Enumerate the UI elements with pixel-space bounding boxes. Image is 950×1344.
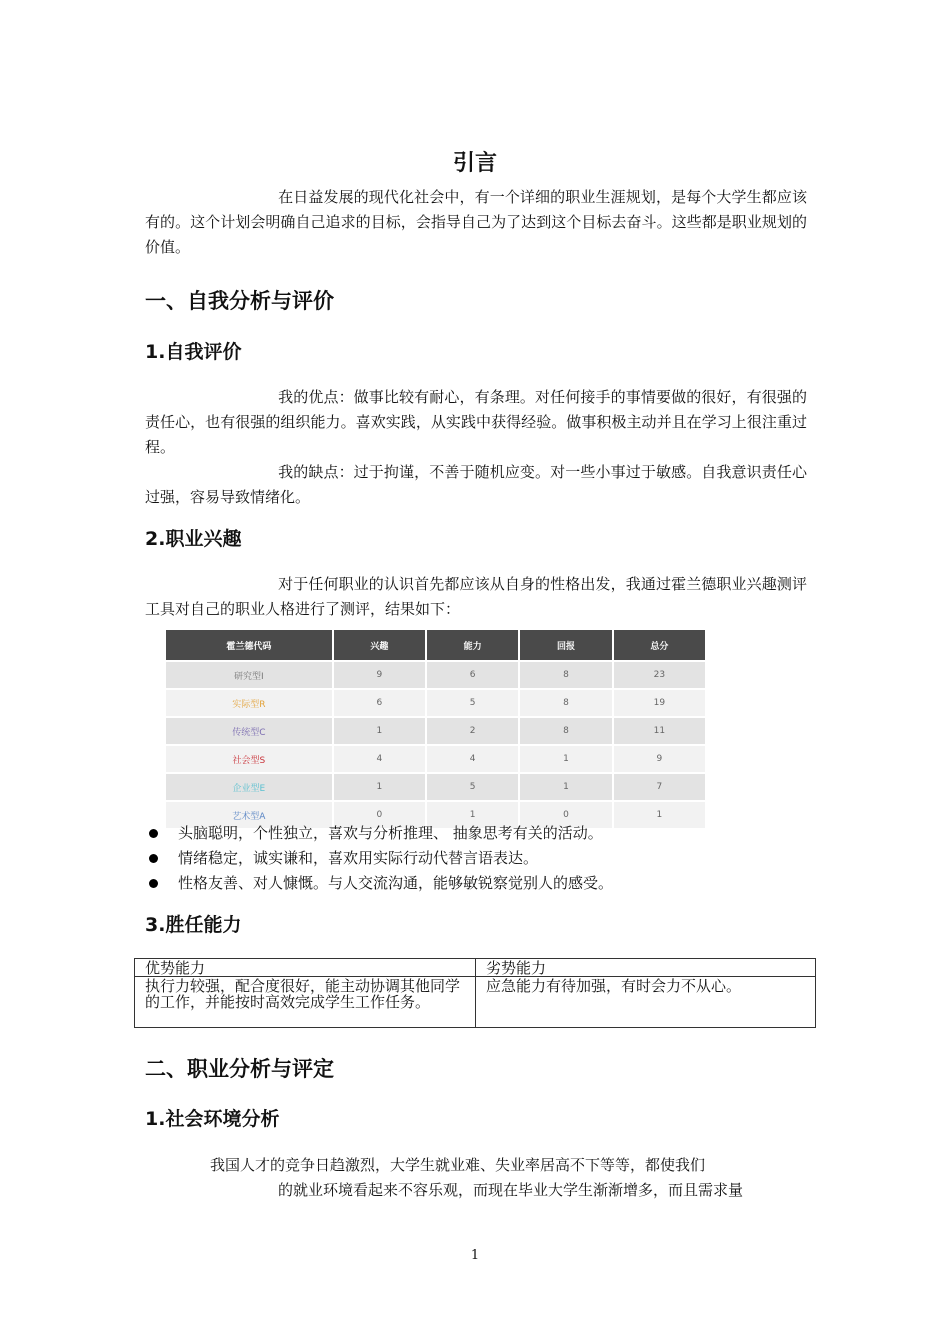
- cell-reward: 8: [519, 717, 612, 745]
- advantage-header: 优势能力: [135, 959, 476, 977]
- self-evaluation-heading: 1.自我评价: [145, 341, 242, 363]
- cell-interest: 4: [333, 745, 426, 773]
- cell-ability: 4: [426, 745, 519, 773]
- page-number: 1: [470, 1248, 480, 1263]
- header-reward: 回报: [519, 630, 612, 661]
- environment-line-1: 我国人才的竞争日趋激烈，大学生就业难、失业率居高不下等等，都使我们: [210, 1156, 706, 1174]
- environment-line-2: 的就业环境看起来不容乐观，而现在毕业大学生渐渐增多，而且需求量: [278, 1181, 744, 1199]
- cell-reward: 8: [519, 689, 612, 717]
- table-row: [166, 745, 706, 773]
- strengths-paragraph: [145, 385, 807, 460]
- career-interest-heading: 2.职业兴趣: [145, 528, 242, 550]
- table-row: [166, 773, 706, 801]
- section2-heading: 二、职业分析与评定: [145, 1057, 334, 1081]
- interest-paragraph: [145, 572, 807, 622]
- section1-heading: 一、自我分析与评价: [145, 289, 334, 313]
- weaknesses-text: 我的缺点：过于拘谨，不善于随机应变。对一些小事过于敏感。自我意识责任心过强，容易导致情绪化。: [145, 463, 807, 506]
- cell-ability: 2: [426, 717, 519, 745]
- cell-code: 实际型R: [166, 689, 333, 717]
- holland-score-table: [166, 630, 707, 828]
- weaknesses-paragraph: [145, 460, 807, 510]
- intro-text: 在日益发展的现代化社会中，有一个详细的职业生涯规划，是每个大学生都应该有的。这个计划会明确自己追求的目标，会指导自己为了达到这个目标去奋斗。这些都是职业规划的价值。: [145, 188, 807, 256]
- strengths-text: 我的优点：做事比较有耐心，有条理。对任何接手的事情要做的很好，有很强的责任心，也有很强的组织能力。喜欢实践，从实践中获得经验。做事积极主动并且在学习上很注重过程。: [145, 388, 807, 456]
- cell-interest: 9: [333, 661, 426, 689]
- intro-paragraph: [145, 185, 807, 260]
- list-item: 性格友善、对人慷慨。与人交流沟通，能够敏锐察觉别人的感受。: [145, 871, 613, 896]
- table-row: [166, 689, 706, 717]
- cell-total: 23: [613, 661, 706, 689]
- cell-reward: 8: [519, 661, 612, 689]
- cell-reward: 0: [519, 801, 612, 828]
- social-environment-heading: 1.社会环境分析: [145, 1108, 280, 1130]
- header-ability: 能力: [426, 630, 519, 661]
- cell-code: 研究型I: [166, 661, 333, 689]
- header-total: 总分: [613, 630, 706, 661]
- cell-code: 传统型C: [166, 717, 333, 745]
- cell-ability: 5: [426, 689, 519, 717]
- header-interest: 兴趣: [333, 630, 426, 661]
- page-title: 引言: [452, 151, 497, 176]
- cell-total: 11: [613, 717, 706, 745]
- trait-bullet-list: [145, 821, 613, 896]
- cell-reward: 1: [519, 773, 612, 801]
- cell-total: 1: [613, 801, 706, 828]
- cell-interest: 1: [333, 773, 426, 801]
- cell-total: 7: [613, 773, 706, 801]
- disadvantage-cell: 应急能力有待加强，有时会力不从心。: [476, 977, 816, 1028]
- interest-text: 对于任何职业的认识首先都应该从自身的性格出发，我通过霍兰德职业兴趣测评工具对自己的职业人格进行了测评，结果如下：: [145, 575, 807, 618]
- cell-ability: 5: [426, 773, 519, 801]
- disadvantage-header: 劣势能力: [476, 959, 816, 977]
- cell-code: 艺术型A: [166, 801, 333, 828]
- list-item: 头脑聪明，个性独立，喜欢与分析推理、 抽象思考有关的活动。: [145, 821, 613, 846]
- cell-ability: 1: [426, 801, 519, 828]
- competence-table: [134, 958, 816, 1028]
- cell-total: 9: [613, 745, 706, 773]
- cell-interest: 6: [333, 689, 426, 717]
- competence-heading: 3.胜任能力: [145, 914, 242, 936]
- header-code: 霍兰德代码: [166, 630, 333, 661]
- competence-header-row: [135, 959, 816, 977]
- table-row: [166, 661, 706, 689]
- table-row: [166, 717, 706, 745]
- list-item: 情绪稳定，诚实谦和，喜欢用实际行动代替言语表达。: [145, 846, 613, 871]
- holland-header-row: [166, 630, 706, 661]
- cell-reward: 1: [519, 745, 612, 773]
- cell-code: 企业型E: [166, 773, 333, 801]
- cell-code: 社会型S: [166, 745, 333, 773]
- cell-total: 19: [613, 689, 706, 717]
- cell-interest: 1: [333, 717, 426, 745]
- competence-content-row: [135, 977, 816, 1028]
- cell-ability: 6: [426, 661, 519, 689]
- cell-interest: 0: [333, 801, 426, 828]
- advantage-cell: 执行力较强，配合度很好，能主动协调其他同学的工作，并能按时高效完成学生工作任务。: [135, 977, 476, 1028]
